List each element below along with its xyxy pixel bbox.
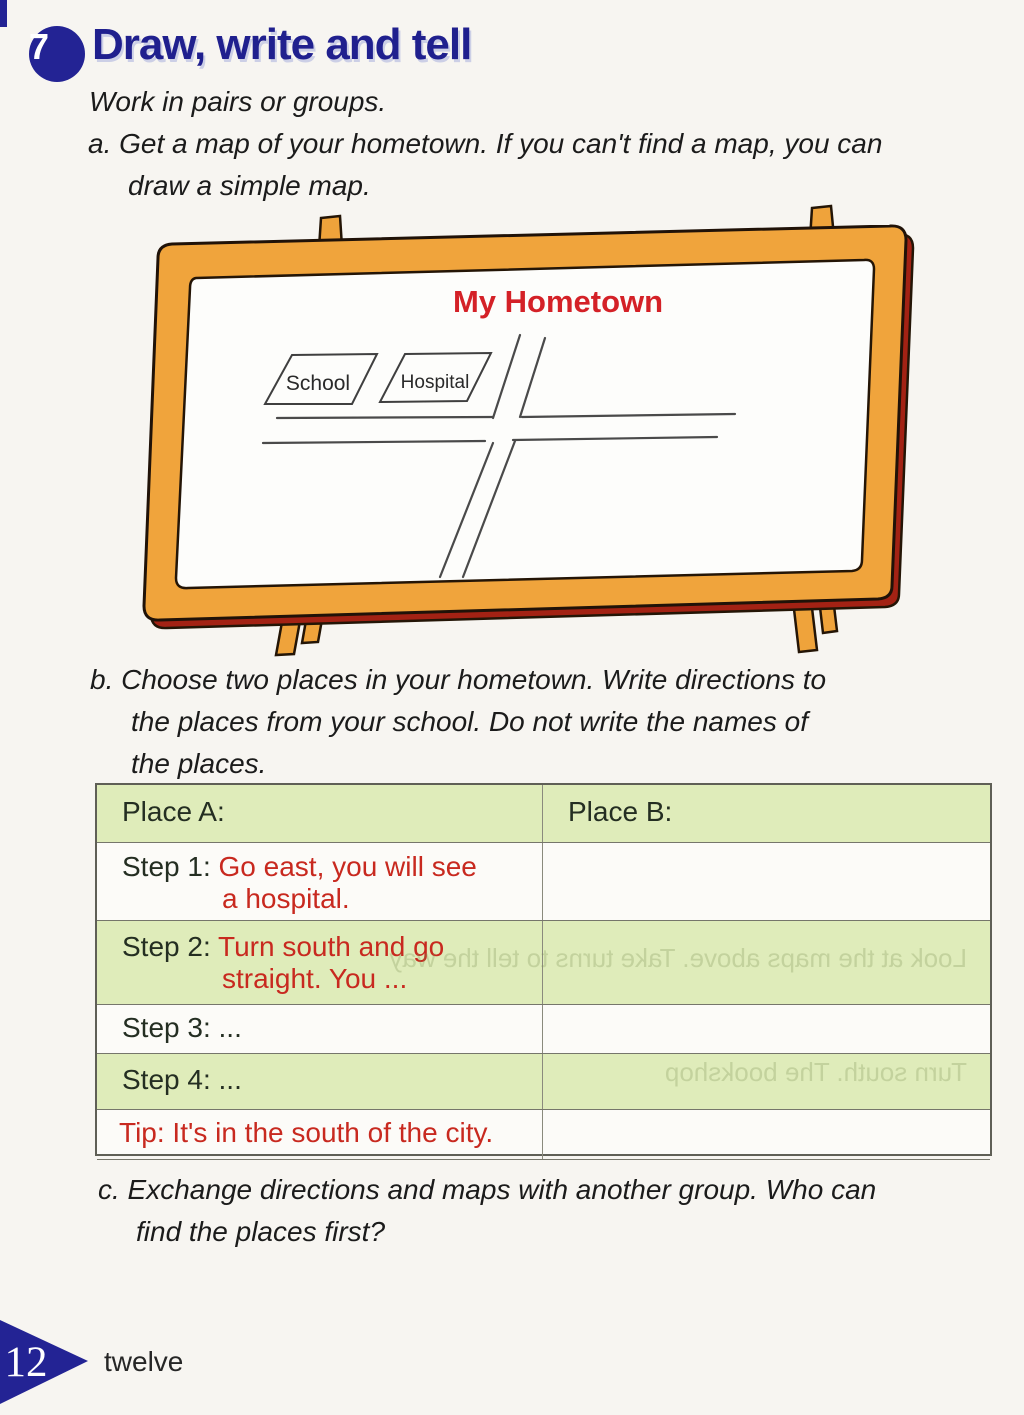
page-number: 12 (4, 1339, 48, 1386)
task-b-line2: the places from your school. Do not write the names of (131, 706, 808, 737)
page-number-word: twelve (104, 1346, 184, 1377)
hometown-map-board (128, 200, 928, 665)
task-a-line2: draw a simple map. (128, 170, 371, 201)
activity-title: Draw, write and tell (92, 20, 472, 69)
map-title: My Hometown (452, 284, 664, 319)
place-b-header: Place B: (568, 796, 673, 827)
step2-label: Step 2: (122, 931, 211, 962)
place-a-header: Place A: (97, 785, 543, 842)
table-row-step2 (97, 921, 990, 1005)
school-label: School (285, 372, 351, 395)
step1-direction-cont: a hospital. (222, 883, 350, 914)
unit-number: 7 (29, 26, 50, 67)
step3-label: Step 3: ... (122, 1012, 242, 1043)
task-b-line1: b. Choose two places in your hometown. Write directions to (90, 664, 827, 695)
table-row-tip (97, 1110, 990, 1160)
task-c-line2: find the places first? (136, 1216, 386, 1247)
tip-text: Tip: It's in the south of the city. (97, 1110, 543, 1159)
intro-line: Work in pairs or groups. (89, 86, 387, 117)
hospital-label: Hospital (400, 372, 470, 393)
ghost-text-2: Turn south. The bookshop (664, 1057, 967, 1087)
step2-direction-cont: straight. You ... (222, 963, 408, 994)
step1-direction: Go east, you will see (218, 851, 477, 882)
task-a-line1: a. Get a map of your hometown. If you can't find a map, you can (88, 128, 883, 159)
task-c-line1: c. Exchange directions and maps with another group. Who can (98, 1174, 877, 1205)
table-row-step3 (97, 1005, 990, 1054)
table-header-row (97, 785, 990, 843)
page-number-badge (0, 1312, 95, 1415)
step1-label: Step 1: (122, 851, 211, 882)
table-row-step4 (97, 1054, 990, 1110)
unit-number-badge (29, 26, 85, 82)
task-b-line3: the places. (131, 748, 267, 779)
directions-table (95, 783, 992, 1156)
step4-label: Step 4: ... (122, 1064, 242, 1095)
step2-direction: Turn south and go (218, 931, 445, 962)
ghost-text-1: Look at the maps above. Take turns to tell the way (389, 943, 967, 973)
page-corner-mark (0, 0, 7, 27)
table-row-step1 (97, 843, 990, 921)
